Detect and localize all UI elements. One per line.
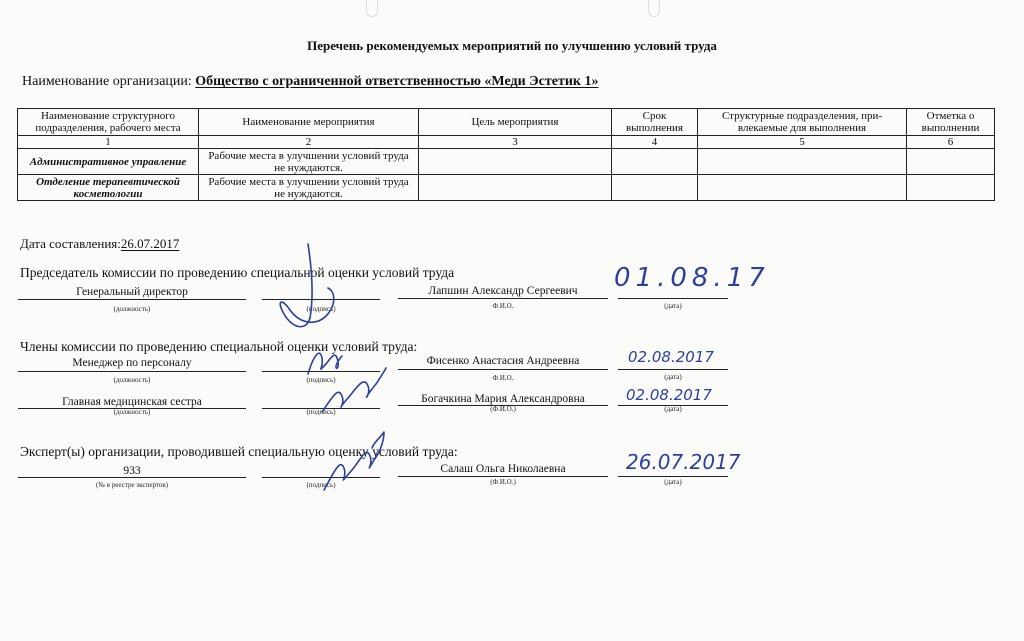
fio-caption: (Ф.И.О.) [490,405,516,413]
measure-cell: Рабочие места в улучшении условий труда не нуждаются. [199,175,419,201]
date-caption: (дата) [664,373,682,381]
date-line [618,369,728,370]
empty-cell [612,149,698,175]
measures-table [17,108,995,201]
empty-cell [419,175,612,201]
chairman-heading: Председатель комиссии по проведению специальной оценки условий труда [20,265,455,280]
organization-name: Общество с ограниченной ответственностью «Меди Эстетик 1» [195,74,599,89]
member-1-handwritten-date: 02.08.2017 [628,348,714,366]
expert-registry-number: 933 [123,465,141,477]
empty-cell [907,175,995,201]
member-1-name: Фисенко Анастасия Андреевна [426,355,580,367]
member-2-signature [318,362,388,422]
header-cell: Цель мероприятия [419,109,612,136]
member-1-position: Менеджер по персоналу [72,357,192,369]
name-line [398,298,608,299]
unit-cell: Отделение терапевтической косметологии [18,175,199,201]
empty-cell [698,175,907,201]
fio-caption: Ф.И.О. [492,302,514,310]
signature-caption: (подпись) [306,305,336,313]
expert-handwritten-date: 26.07.2017 [626,450,741,474]
registry-caption: (№ в реестре экспертов) [95,481,168,489]
number-cell: 5 [698,136,907,149]
empty-cell [907,149,995,175]
header-cell: Наименование структурного подразделения, рабочего места [18,109,199,136]
date-line [618,476,728,477]
name-line [398,369,608,370]
date-line [618,298,728,299]
name-line [398,476,608,477]
organization-line [22,74,598,90]
signature-caption: (подпись) [306,376,336,384]
members-heading: Члены комиссии по проведению специальной оценки условий труда: [20,339,418,354]
expert-name: Салаш Ольга Николаевна [440,463,566,475]
number-cell: 4 [612,136,698,149]
position-caption: (должность) [113,408,151,416]
position-caption: (должность) [113,305,151,313]
unit-cell: Административное управление [18,149,199,175]
number-cell: 3 [419,136,612,149]
punch-hole-left [366,0,378,17]
header-cell: Отметка о выполнении [907,109,995,136]
table-number-row [18,136,995,149]
table-header-row [18,109,995,136]
chairman-position: Генеральный директор [76,286,188,298]
signature-caption: (подпись) [306,408,336,416]
empty-cell [612,175,698,201]
number-cell: 2 [199,136,419,149]
table-row [18,149,995,175]
organization-label: Наименование организации: [22,74,192,89]
empty-cell [419,149,612,175]
header-cell: Срок выполнения [612,109,698,136]
registry-line [18,477,246,478]
fio-caption: (Ф.И.О.) [490,478,516,486]
number-cell: 1 [18,136,199,149]
chairman-signature [270,240,360,335]
member-2-position: Главная медицинская сестра [62,396,202,408]
signature-caption: (подпись) [306,481,336,489]
date-caption: (дата) [664,478,682,486]
position-caption: (должность) [113,376,151,384]
empty-cell [698,149,907,175]
date-caption: (дата) [664,302,682,310]
expert-signature [318,428,388,498]
compiled-date-line [20,236,179,252]
chairman-name: Лапшин Александр Сергеевич [428,285,578,297]
header-cell: Наименование мероприятия [199,109,419,136]
member-2-handwritten-date: 02.08.2017 [626,386,712,404]
number-cell: 6 [907,136,995,149]
punch-hole-right [648,0,660,17]
measure-cell: Рабочие места в улучшении условий труда не нуждаются. [199,149,419,175]
document-title: Перечень рекомендуемых мероприятий по улучшению условий труда [307,38,717,53]
position-line [18,371,246,372]
date-caption: (дата) [664,405,682,413]
header-cell: Структурные подразделения, при-влекаемые для выполнения [698,109,907,136]
compiled-date-label: Дата составления: [20,236,121,251]
experts-heading: Эксперт(ы) организации, проводившей специальную оценку условий труда: [20,444,458,459]
member-2-name: Богачкина Мария Александровна [421,393,585,405]
position-line [18,299,246,300]
chairman-handwritten-date: 01.08.17 [614,263,770,293]
compiled-date-value: 26.07.2017 [120,236,180,251]
table-row [18,175,995,201]
fio-caption: Ф.И.О. [492,374,514,382]
